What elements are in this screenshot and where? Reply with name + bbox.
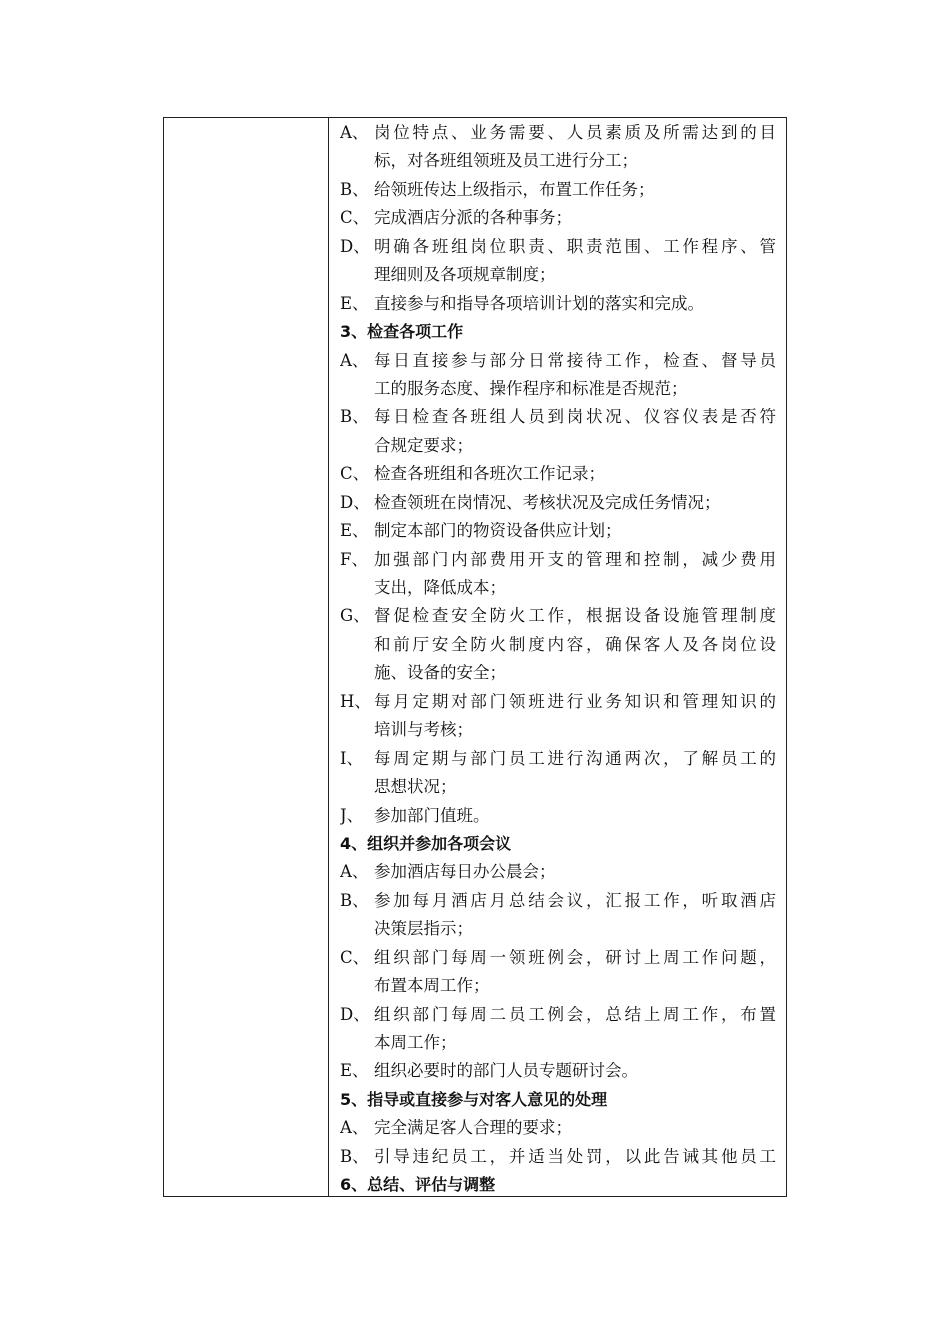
line-text: 参加每月酒店月总结会议，汇报工作，听取酒店: [374, 890, 776, 910]
list-item: [340, 290, 776, 318]
line-text: 3、检查各项工作: [340, 322, 464, 342]
list-marker: G、: [340, 606, 370, 626]
list-item-continuation: [340, 631, 776, 659]
table-right-cell: [329, 118, 786, 1196]
list-marker: C、: [340, 208, 370, 228]
line-text: 6、总结、评估与调整: [340, 1175, 496, 1195]
line-text: 明确各班组岗位职责、职责范围、工作程序、管: [374, 236, 776, 256]
list-item: [340, 602, 776, 630]
list-item-continuation: [340, 716, 776, 744]
list-item: [340, 1057, 776, 1085]
list-item-continuation: [340, 773, 776, 801]
list-item: [340, 858, 776, 886]
line-text: 加强部门内部费用开支的管理和控制，减少费用: [374, 549, 776, 569]
list-marker: B、: [340, 179, 369, 199]
list-item: [340, 176, 776, 204]
line-text: 完全满足客人合理的要求；: [374, 1118, 572, 1138]
list-marker: J、: [340, 805, 364, 825]
line-text: 组织部门每周一领班例会，研讨上周工作问题，: [374, 947, 776, 967]
line-text: 合规定要求；: [374, 435, 473, 455]
list-marker: B、: [340, 890, 369, 910]
list-item: [340, 517, 776, 545]
line-text: 参加酒店每日办公晨会；: [374, 862, 556, 882]
line-text: 引导违纪员工，并适当处罚，以此告诫其他员工: [374, 1146, 776, 1166]
section-heading: [340, 1086, 776, 1114]
list-item-continuation: [340, 915, 776, 943]
list-marker: D、: [340, 492, 370, 512]
list-item-continuation: [340, 261, 776, 289]
line-text: 每周定期与部门员工进行沟通两次，了解员工的: [374, 748, 776, 768]
list-item-continuation: [340, 574, 776, 602]
list-item: [340, 1001, 776, 1029]
list-marker: F、: [340, 549, 368, 569]
line-text: 给领班传达上级指示，布置工作任务；: [374, 179, 655, 199]
list-item: [340, 204, 776, 232]
list-item: [340, 546, 776, 574]
list-marker: E、: [340, 293, 369, 313]
line-text: 支出，降低成本；: [374, 578, 506, 597]
list-item: [340, 119, 776, 147]
document-table: [163, 117, 787, 1197]
list-item-continuation: [340, 972, 776, 1000]
list-item: [340, 1114, 776, 1142]
line-text: 岗位特点、业务需要、人员素质及所需达到的目: [374, 123, 776, 142]
line-text: 理细则及各项规章制度；: [374, 265, 556, 285]
line-text: 标，对各班组领班及员工进行分工；: [374, 151, 638, 171]
list-item: [340, 347, 776, 375]
line-text: 督促检查安全防火工作，根据设备设施管理制度: [374, 606, 776, 626]
line-text: 决策层指示；: [374, 919, 473, 939]
line-text: 检查各班组和各班次工作记录；: [374, 464, 605, 484]
list-item: [340, 802, 776, 830]
line-text: 培训与考核；: [374, 720, 473, 740]
list-marker: C、: [340, 947, 370, 967]
section-heading: [340, 318, 776, 346]
list-marker: B、: [340, 1146, 369, 1166]
list-item-continuation: [340, 432, 776, 460]
list-marker: A、: [340, 862, 369, 882]
line-text: 每日直接参与部分日常接待工作，检查、督导员: [374, 350, 776, 370]
line-text: 组织部门每周二员工例会，总结上周工作，布置: [374, 1004, 776, 1024]
list-item-continuation: [340, 659, 776, 687]
line-text: 每月定期对部门领班进行业务知识和管理知识的: [374, 691, 776, 711]
line-text: 布置本周工作；: [374, 976, 490, 996]
list-item: [340, 745, 776, 773]
list-marker: H、: [340, 691, 371, 711]
list-item: [340, 460, 776, 488]
line-text: 5、指导或直接参与对客人意见的处理: [340, 1089, 608, 1109]
list-marker: E、: [340, 521, 369, 541]
list-item-continuation: [340, 375, 776, 403]
line-text: 参加部门值班。: [374, 805, 490, 825]
list-marker: D、: [340, 236, 370, 256]
list-item-continuation: [340, 147, 776, 175]
line-text: 4、组织并参加各项会议: [340, 833, 512, 853]
list-item-continuation: [340, 1029, 776, 1057]
line-text: 制定本部门的物资设备供应计划；: [374, 521, 622, 541]
list-marker: B、: [340, 407, 369, 427]
table-left-cell: [164, 118, 329, 1196]
list-item: [340, 403, 776, 431]
line-text: 完成酒店分派的各种事务；: [374, 208, 572, 228]
list-marker: A、: [340, 123, 369, 142]
line-text: 工的服务态度、操作程序和标准是否规范；: [374, 378, 688, 398]
section-heading: [340, 830, 776, 858]
line-text: 检查领班在岗情况、考核状况及完成任务情况；: [374, 492, 721, 512]
list-item: [340, 887, 776, 915]
list-item: [340, 944, 776, 972]
line-text: 思想状况；: [374, 777, 457, 797]
list-marker: I、: [340, 748, 364, 768]
line-text: 组织必要时的部门人员专题研讨会。: [374, 1061, 638, 1081]
list-item: [340, 688, 776, 716]
list-item: [340, 233, 776, 261]
list-item: [340, 1143, 776, 1171]
line-text: 和前厅安全防火制度内容，确保客人及各岗位设: [374, 634, 776, 654]
section-heading: [340, 1171, 776, 1199]
list-marker: A、: [340, 350, 369, 370]
list-marker: D、: [340, 1004, 370, 1024]
line-text: 每日检查各班组人员到岗状况、仪容仪表是否符: [374, 407, 776, 427]
list-item: [340, 489, 776, 517]
list-marker: E、: [340, 1061, 369, 1081]
line-text: 本周工作；: [374, 1033, 457, 1052]
list-marker: A、: [340, 1118, 369, 1138]
list-marker: C、: [340, 464, 370, 484]
line-text: 直接参与和指导各项培训计划的落实和完成。: [374, 293, 704, 313]
line-text: 施、设备的安全；: [374, 663, 506, 683]
